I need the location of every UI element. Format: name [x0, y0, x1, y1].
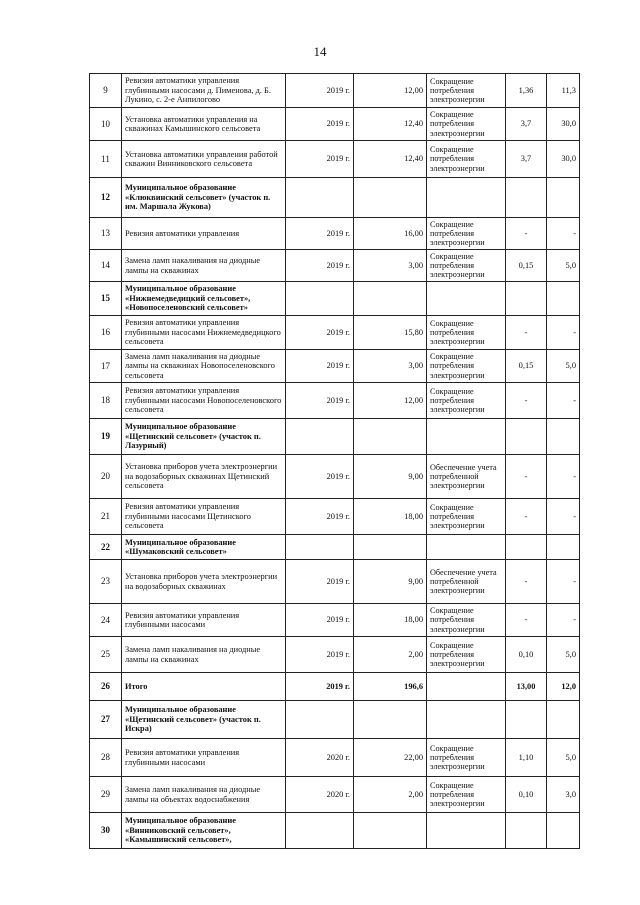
savings-value-cell: 0,10	[506, 637, 547, 673]
savings-value-cell: 0,15	[506, 350, 547, 383]
savings-value-cell: -	[506, 499, 547, 535]
cost-value-cell: 2,00	[354, 777, 427, 813]
row-number-cell: 28	[90, 739, 122, 777]
row-number-cell: 21	[90, 499, 122, 535]
row-number-cell: 16	[90, 316, 122, 350]
measure-name-cell: Установка приборов учета электроэнергии на водозаборных скважинах Щетинский сельсовета	[122, 455, 286, 499]
row-number-cell: 22	[90, 535, 122, 560]
table-row	[90, 739, 580, 777]
expected-effect-cell: Сокращение потребления электроэнергии	[427, 108, 506, 141]
table-row	[90, 74, 580, 108]
implementation-year-cell: 2019 г.	[286, 108, 354, 141]
expected-effect-cell: Сокращение потребления электроэнергии	[427, 141, 506, 178]
implementation-year-cell: 2019 г.	[286, 141, 354, 178]
payback-value-cell: 5,0	[547, 637, 580, 673]
expected-effect-cell: Сокращение потребления электроэнергии	[427, 637, 506, 673]
payback-value-cell: 11,3	[547, 74, 580, 108]
payback-value-cell	[547, 701, 580, 739]
row-number-cell: 12	[90, 178, 122, 218]
implementation-year-cell	[286, 813, 354, 849]
measure-name-cell: Муниципальное образование «Щетинский сельсовет» (участок п. Искра)	[122, 701, 286, 739]
expected-effect-cell	[427, 178, 506, 218]
cost-value-cell	[354, 813, 427, 849]
payback-value-cell: -	[547, 560, 580, 604]
table-row	[90, 604, 580, 637]
measure-name-cell: Ревизия автоматики управления глубинными насосами д. Пименова, д. Б. Лукино, с. 2-е Анпилогово	[122, 74, 286, 108]
measure-name-cell: Муниципальное образование «Нижнемедведицкий сельсовет», «Новопоселеновский сельсовет»	[122, 282, 286, 316]
implementation-year-cell: 2020 г.	[286, 739, 354, 777]
cost-value-cell: 2,00	[354, 637, 427, 673]
payback-value-cell: 5,0	[547, 250, 580, 282]
measure-name-cell: Замена ламп накаливания на диодные лампы на скважинах	[122, 250, 286, 282]
table-row	[90, 673, 580, 701]
table-row	[90, 499, 580, 535]
row-number-cell: 9	[90, 74, 122, 108]
row-number-cell: 10	[90, 108, 122, 141]
table-row	[90, 637, 580, 673]
savings-value-cell	[506, 535, 547, 560]
payback-value-cell	[547, 178, 580, 218]
measure-name-cell: Ревизия автоматики управления глубинными насосами Щетинского сельсовета	[122, 499, 286, 535]
cost-value-cell	[354, 419, 427, 455]
measure-name-cell: Ревизия автоматики управления глубинными насосами	[122, 604, 286, 637]
payback-value-cell: -	[547, 218, 580, 250]
implementation-year-cell: 2020 г.	[286, 777, 354, 813]
savings-value-cell: -	[506, 383, 547, 419]
implementation-year-cell: 2019 г.	[286, 350, 354, 383]
savings-value-cell: -	[506, 218, 547, 250]
expected-effect-cell: Обеспечение учета потребленной электроэнергии	[427, 560, 506, 604]
cost-value-cell	[354, 701, 427, 739]
cost-value-cell: 15,80	[354, 316, 427, 350]
cost-value-cell: 18,00	[354, 604, 427, 637]
table-row	[90, 178, 580, 218]
expected-effect-cell	[427, 535, 506, 560]
table-row	[90, 316, 580, 350]
row-number-cell: 26	[90, 673, 122, 701]
payback-value-cell: -	[547, 383, 580, 419]
table-row	[90, 535, 580, 560]
expected-effect-cell	[427, 282, 506, 316]
payback-value-cell: -	[547, 604, 580, 637]
measure-name-cell: Замена ламп накаливания на диодные лампы на объектах водоснабжения	[122, 777, 286, 813]
row-number-cell: 23	[90, 560, 122, 604]
measure-name-cell: Муниципальное образование «Шумаковский сельсовет»	[122, 535, 286, 560]
savings-value-cell	[506, 419, 547, 455]
table-row	[90, 701, 580, 739]
row-number-cell: 19	[90, 419, 122, 455]
payback-value-cell: 30,0	[547, 141, 580, 178]
implementation-year-cell	[286, 701, 354, 739]
measure-name-cell: Установка автоматики управления работой скважин Винниковского сельсовета	[122, 141, 286, 178]
measure-name-cell: Ревизия автоматики управления глубинными насосами Нижнемедведицкого сельсовета	[122, 316, 286, 350]
table-row	[90, 350, 580, 383]
expected-effect-cell: Сокращение потребления электроэнергии	[427, 250, 506, 282]
implementation-year-cell	[286, 419, 354, 455]
savings-value-cell: 13,00	[506, 673, 547, 701]
implementation-year-cell: 2019 г.	[286, 499, 354, 535]
cost-value-cell: 12,00	[354, 74, 427, 108]
table-body	[90, 74, 580, 849]
table-row	[90, 282, 580, 316]
savings-value-cell: 0,10	[506, 777, 547, 813]
table-row	[90, 560, 580, 604]
row-number-cell: 14	[90, 250, 122, 282]
expected-effect-cell: Сокращение потребления электроэнергии	[427, 777, 506, 813]
expected-effect-cell: Обеспечение учета потребленной электроэнергии	[427, 455, 506, 499]
savings-value-cell: 1,36	[506, 74, 547, 108]
row-number-cell: 17	[90, 350, 122, 383]
expected-effect-cell: Сокращение потребления электроэнергии	[427, 383, 506, 419]
implementation-year-cell: 2019 г.	[286, 637, 354, 673]
implementation-year-cell: 2019 г.	[286, 455, 354, 499]
page-number: 14	[313, 44, 327, 59]
measure-name-cell: Ревизия автоматики управления глубинными насосами	[122, 739, 286, 777]
payback-value-cell	[547, 282, 580, 316]
expected-effect-cell: Сокращение потребления электроэнергии	[427, 350, 506, 383]
cost-value-cell: 3,00	[354, 350, 427, 383]
savings-value-cell: 3,7	[506, 141, 547, 178]
cost-value-cell: 12,40	[354, 141, 427, 178]
cost-value-cell: 9,00	[354, 560, 427, 604]
payback-value-cell: 5,0	[547, 350, 580, 383]
expected-effect-cell: Сокращение потребления электроэнергии	[427, 74, 506, 108]
measure-name-cell: Замена ламп накаливания на диодные лампы на скважинах	[122, 637, 286, 673]
table-row	[90, 108, 580, 141]
expected-effect-cell	[427, 419, 506, 455]
savings-value-cell	[506, 282, 547, 316]
cost-value-cell: 12,40	[354, 108, 427, 141]
cost-value-cell: 12,00	[354, 383, 427, 419]
implementation-year-cell	[286, 178, 354, 218]
payback-value-cell: -	[547, 316, 580, 350]
implementation-year-cell: 2019 г.	[286, 250, 354, 282]
savings-value-cell: 1,10	[506, 739, 547, 777]
cost-value-cell: 22,00	[354, 739, 427, 777]
table-row	[90, 455, 580, 499]
payback-value-cell: 5,0	[547, 739, 580, 777]
table-row	[90, 250, 580, 282]
implementation-year-cell	[286, 282, 354, 316]
payback-value-cell	[547, 535, 580, 560]
implementation-year-cell: 2019 г.	[286, 218, 354, 250]
savings-value-cell: -	[506, 455, 547, 499]
expected-effect-cell	[427, 813, 506, 849]
cost-value-cell	[354, 535, 427, 560]
row-number-cell: 13	[90, 218, 122, 250]
measure-name-cell: Муниципальное образование «Щетинский сельсовет» (участок п. Лазурный)	[122, 419, 286, 455]
cost-value-cell: 16,00	[354, 218, 427, 250]
expected-effect-cell: Сокращение потребления электроэнергии	[427, 604, 506, 637]
savings-value-cell: 3,7	[506, 108, 547, 141]
row-number-cell: 29	[90, 777, 122, 813]
measures-table	[89, 73, 580, 849]
row-number-cell: 11	[90, 141, 122, 178]
implementation-year-cell: 2019 г.	[286, 673, 354, 701]
row-number-cell: 24	[90, 604, 122, 637]
payback-value-cell: 12,0	[547, 673, 580, 701]
cost-value-cell: 9,00	[354, 455, 427, 499]
expected-effect-cell: Сокращение потребления электроэнергии	[427, 218, 506, 250]
table-row	[90, 419, 580, 455]
measure-name-cell: Установка автоматики управления на скважинах Камышинского сельсовета	[122, 108, 286, 141]
implementation-year-cell: 2019 г.	[286, 560, 354, 604]
payback-value-cell: -	[547, 455, 580, 499]
payback-value-cell: 3,0	[547, 777, 580, 813]
expected-effect-cell: Сокращение потребления электроэнергии	[427, 739, 506, 777]
table-row	[90, 218, 580, 250]
row-number-cell: 30	[90, 813, 122, 849]
measure-name-cell: Муниципальное образование «Клюквинский сельсовет» (участок п. им. Маршала Жукова)	[122, 178, 286, 218]
row-number-cell: 20	[90, 455, 122, 499]
cost-value-cell	[354, 282, 427, 316]
cost-value-cell	[354, 178, 427, 218]
row-number-cell: 25	[90, 637, 122, 673]
implementation-year-cell: 2019 г.	[286, 604, 354, 637]
measure-name-cell: Установка приборов учета электроэнергии на водозаборных скважинах	[122, 560, 286, 604]
implementation-year-cell: 2019 г.	[286, 383, 354, 419]
measure-name-cell: Ревизия автоматики управления	[122, 218, 286, 250]
expected-effect-cell: Сокращение потребления электроэнергии	[427, 499, 506, 535]
measure-name-cell: Муниципальное образование «Винниковский сельсовет», «Камышинский сельсовет»,	[122, 813, 286, 849]
row-number-cell: 18	[90, 383, 122, 419]
measure-name-cell: Замена ламп накаливания на диодные лампы на скважинах Новопоселеновского сельсовета	[122, 350, 286, 383]
implementation-year-cell: 2019 г.	[286, 74, 354, 108]
savings-value-cell: -	[506, 604, 547, 637]
savings-value-cell	[506, 813, 547, 849]
savings-value-cell	[506, 701, 547, 739]
implementation-year-cell: 2019 г.	[286, 316, 354, 350]
payback-value-cell	[547, 813, 580, 849]
table-row	[90, 777, 580, 813]
row-number-cell: 27	[90, 701, 122, 739]
cost-value-cell: 196,6	[354, 673, 427, 701]
measure-name-cell: Итого	[122, 673, 286, 701]
payback-value-cell: 30,0	[547, 108, 580, 141]
measure-name-cell: Ревизия автоматики управления глубинными насосами Новопоселеновского сельсовета	[122, 383, 286, 419]
expected-effect-cell	[427, 673, 506, 701]
savings-value-cell: -	[506, 316, 547, 350]
expected-effect-cell: Сокращение потребления электроэнергии	[427, 316, 506, 350]
expected-effect-cell	[427, 701, 506, 739]
savings-value-cell: -	[506, 560, 547, 604]
payback-value-cell: -	[547, 499, 580, 535]
implementation-year-cell	[286, 535, 354, 560]
table-row	[90, 383, 580, 419]
payback-value-cell	[547, 419, 580, 455]
cost-value-cell: 18,00	[354, 499, 427, 535]
savings-value-cell: 0,15	[506, 250, 547, 282]
cost-value-cell: 3,00	[354, 250, 427, 282]
row-number-cell: 15	[90, 282, 122, 316]
table-row	[90, 141, 580, 178]
table-row	[90, 813, 580, 849]
savings-value-cell	[506, 178, 547, 218]
